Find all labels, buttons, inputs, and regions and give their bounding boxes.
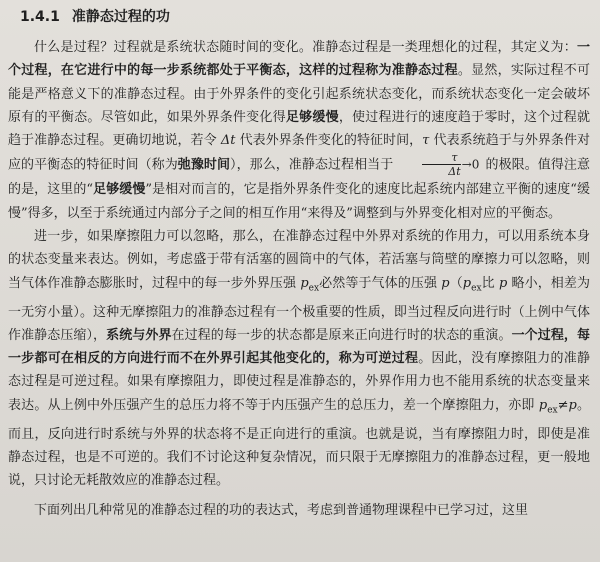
text-run: （ bbox=[449, 275, 463, 291]
text-run: 略小，相差为一无穷小量）。这种无摩擦阻力的准静态过程有一个极重要的性质，即当过程反向进行时（上例中气体作准静态压缩）， bbox=[8, 275, 590, 343]
paragraph-next bbox=[8, 499, 590, 522]
subscript-ex: ex bbox=[547, 405, 558, 416]
fraction bbox=[422, 152, 460, 178]
paragraph-reversible bbox=[8, 225, 590, 492]
term-system-and-surroundings: 系统与外界 bbox=[106, 327, 172, 343]
symbol-tau: τ bbox=[422, 133, 430, 149]
section-title: 准静态过程的功 bbox=[71, 9, 170, 25]
subscript-ex: ex bbox=[308, 283, 320, 294]
definition-quasistatic: 一个过程，在它进行中的每一步系统都处于平衡态，这样的过程称为准静态过程 bbox=[8, 40, 590, 79]
text-run: 必然等于气体的压强 bbox=[319, 275, 442, 291]
text-run: 。因此，没有摩擦阻力的准静态过程是可逆过程。如果有摩擦阻力，即使过程是准静态的，外界作用力也不能用系统的状态变量来表达。从上例中外压强产生的总压力将不等于内压强产生的总压力，差一个摩擦阻力，亦即 bbox=[8, 351, 590, 413]
symbol-p: p bbox=[441, 275, 450, 291]
symbol-p: p bbox=[538, 397, 548, 413]
symbol-delta-t: Δt bbox=[220, 133, 236, 149]
section-heading bbox=[20, 6, 170, 26]
symbol-p: p bbox=[300, 275, 309, 291]
fraction-numerator: τ bbox=[451, 151, 458, 165]
not-equal-sign: ≠ bbox=[557, 397, 569, 413]
symbol-p: p bbox=[498, 275, 508, 291]
fraction-denominator: Δt bbox=[422, 164, 460, 178]
body-text bbox=[8, 36, 590, 522]
symbol-p: p bbox=[462, 275, 472, 291]
text-run: 进一步，如果摩擦阻力可以忽略，那么，在准静态过程中外界对系统的作用力，可以用系统本身的状态变量来表达。例如，考虑盛于带有活塞的圆筒中的气体，若活塞与筒壁的摩擦力可以忽略，则当气体作准静态膨胀时，过程中的每一步外界压强 bbox=[8, 229, 590, 291]
text-run: 代表外界条件变化的特征时间， bbox=[235, 133, 423, 149]
text-run: ，使过程进行的速度趋于零时，这个过程就趋于准静态过程。更确切地说，若令 bbox=[8, 109, 590, 149]
term-slow-enough: 足够缓慢 bbox=[285, 109, 339, 125]
section-number: 1.4.1 bbox=[20, 9, 60, 25]
text-run: 比 bbox=[481, 275, 499, 291]
text-run: 的极限。值得注意的是，这里的“ bbox=[8, 157, 590, 198]
text-run: 在过程的每一步的状态都是原来正向进行时的状态的重演。 bbox=[171, 327, 512, 343]
text-run: ），那么，准静态过程相当于 bbox=[230, 157, 394, 173]
subscript-ex: ex bbox=[471, 283, 482, 294]
limit-arrow: →0 bbox=[461, 157, 480, 172]
text-run: 。而且，反向进行时系统与外界的状态将不是正向进行的重演。也就是说，当有摩擦阻力时，即使是准静态过程，也是不可逆的。我们不讨论这种复杂情况，而只限于无摩擦阻力的准静态过程，更一般地说，只讨论无耗散效应的准静态过程。 bbox=[8, 397, 590, 489]
term-reversible-process: 可逆过程 bbox=[365, 351, 419, 367]
term-relaxation-time: 弛豫时间 bbox=[177, 157, 231, 173]
text-run: 代表系统趋于与外界条件对应的平衡态的特征时间（称为 bbox=[8, 133, 590, 173]
text-run: 下面列出几种常见的准静态过程的功的表达式，考虑到普通物理课程中已学习过，这里 bbox=[34, 502, 529, 518]
text-run: ”是相对而言的，它是指外界条件变化的速度比起系统内部建立平衡的速度“缓慢”得多，以至于系统通过内部分子之间的相互作用“来得及”调整到与外界变化相对应的平衡态。 bbox=[8, 182, 590, 221]
limit-formula bbox=[395, 152, 479, 178]
paragraph-definition bbox=[8, 36, 590, 225]
term-slow-enough-2: 足够缓慢 bbox=[93, 182, 146, 198]
definition-reversible: 一个过程，每一步都可在相反的方向进行而不在外界引起其他变化的，称为 bbox=[8, 327, 590, 367]
text-run: 。显然，实际过程不可能是严格意义下的准静态过程。由于外界条件的变化引起系统状态变化，而系统状态变化一定会破坏原有的平衡态。尽管如此，如果外界条件变化得 bbox=[8, 63, 590, 125]
text-run: 什么是过程？过程就是系统状态随时间的变化。准静态过程是一类理想化的过程，其定义为： bbox=[34, 40, 577, 55]
symbol-p: p bbox=[568, 397, 577, 413]
